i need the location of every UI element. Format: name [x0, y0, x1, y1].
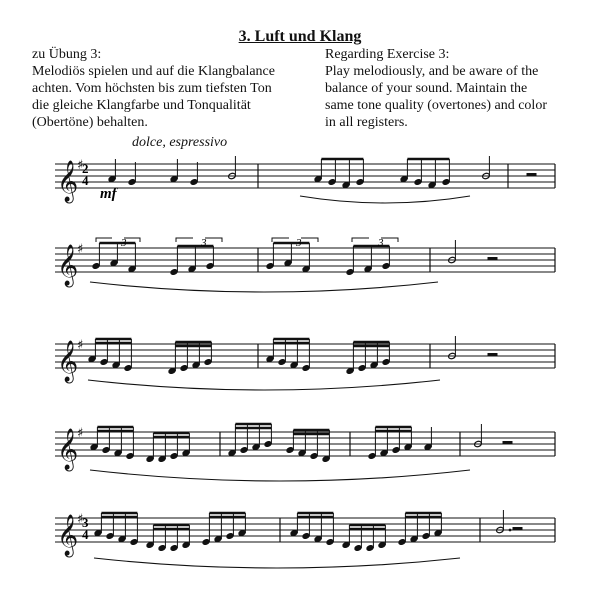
- triplet-bracket: [272, 238, 318, 242]
- german-line: (Obertöne) behalten.: [32, 115, 148, 130]
- treble-clef-icon: 𝄞: [57, 515, 79, 556]
- english-line: balance of your sound. Maintain the: [325, 81, 528, 96]
- time-signature-top: 3: [82, 515, 89, 530]
- slur: [300, 196, 470, 203]
- english-line: in all registers.: [325, 115, 408, 130]
- sharp-icon: ♯: [77, 242, 84, 257]
- half-rest-icon: [488, 257, 498, 260]
- triplet-bracket: [352, 238, 398, 242]
- sharp-icon: ♯: [77, 338, 84, 353]
- treble-clef-icon: 𝄞: [57, 341, 79, 382]
- time-signature-top: 2: [82, 161, 89, 176]
- treble-clef-icon: 𝄞: [57, 245, 79, 286]
- sharp-icon: ♯: [77, 426, 84, 441]
- slur: [90, 470, 470, 481]
- slur: [90, 282, 438, 292]
- german-line: Melodiös spielen und auf die Klangbalance: [32, 64, 275, 79]
- half-rest-icon: [527, 173, 537, 176]
- german-line: zu Übung 3:: [32, 47, 102, 62]
- english-line: Regarding Exercise 3:: [325, 47, 450, 62]
- triplet-bracket: [176, 238, 222, 242]
- triplet-number: 3: [296, 237, 302, 249]
- page-title: 3. Luft und Klang: [238, 28, 362, 45]
- half-rest-icon: [513, 527, 523, 530]
- time-signature-bottom: 4: [82, 527, 89, 542]
- english-line: same tone quality (overtones) and color: [325, 98, 547, 113]
- slur: [88, 380, 440, 390]
- time-signature-bottom: 4: [82, 173, 89, 188]
- triplet-bracket: [96, 238, 140, 242]
- dynamic-mark: mf: [100, 186, 117, 202]
- treble-clef-icon: 𝄞: [57, 429, 79, 470]
- english-line: Play melodiously, and be aware of the: [325, 64, 539, 79]
- treble-clef-icon: 𝄞: [57, 161, 79, 202]
- triplet-number: 3: [378, 237, 384, 249]
- half-rest-icon: [488, 353, 498, 356]
- german-line: die gleiche Klangfarbe und Tonqualität: [32, 98, 251, 113]
- slur: [94, 558, 460, 568]
- sharp-icon: ♯: [77, 512, 84, 527]
- triplet-number: 3: [201, 237, 207, 249]
- sharp-icon: ♯: [77, 158, 84, 173]
- half-rest-icon: [503, 441, 513, 444]
- german-line: achten. Vom höchsten bis zum tiefsten Ton: [32, 81, 272, 96]
- dot-icon: [509, 529, 512, 532]
- triplet-number: 3: [121, 237, 127, 249]
- expression-marking: dolce, espressivo: [132, 135, 228, 150]
